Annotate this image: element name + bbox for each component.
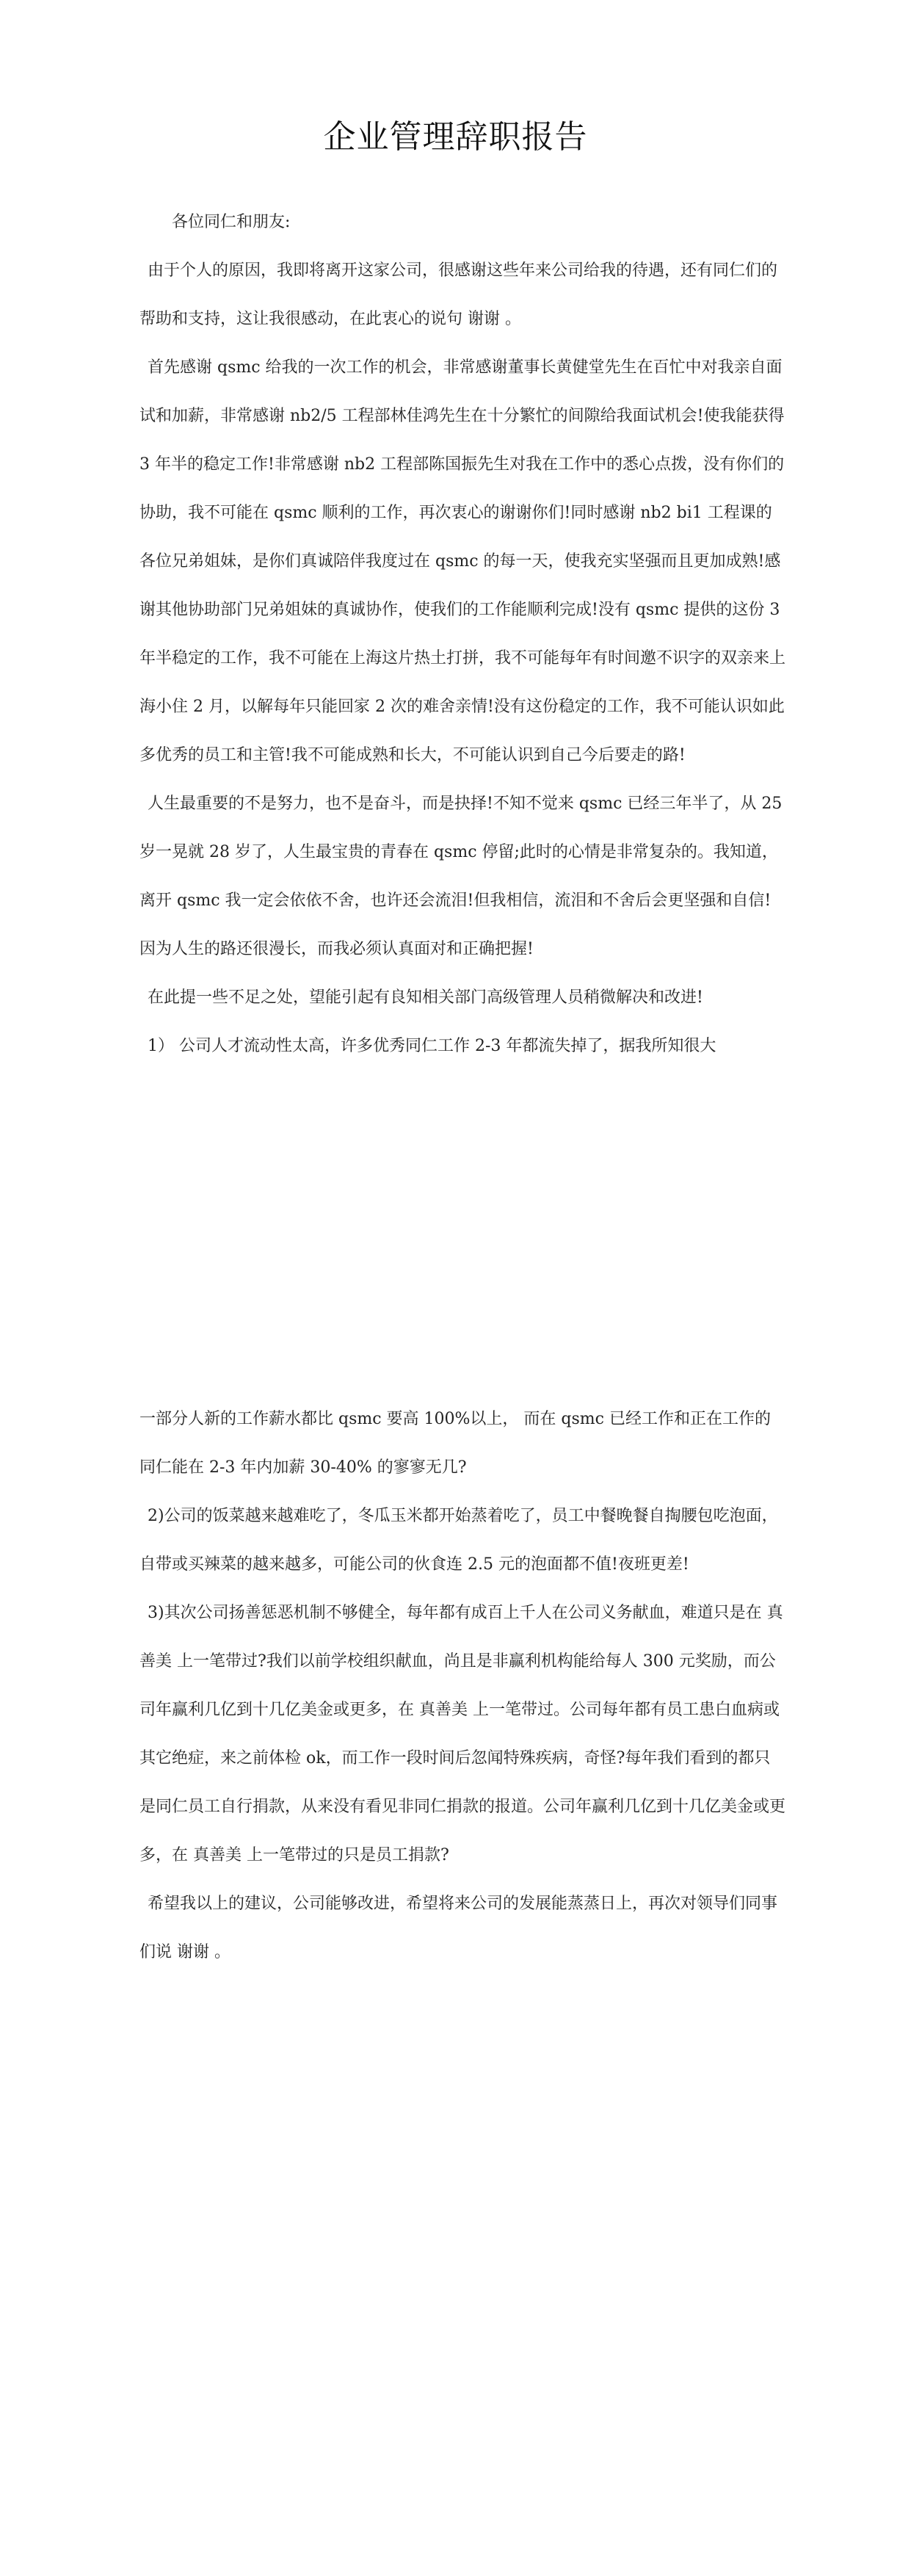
paragraph-closing: 希望我以上的建议，公司能够改进，希望将来公司的发展能蒸蒸日上，再次对领导们同事们说 谢谢 。 [139,1895,778,1961]
document-title: 企业管理辞职报告 [323,118,588,156]
paragraph-suggestion-3: 3)其次公司扬善惩恶机制不够健全，每年都有成百上千人在公司义务献血，难道只是在 真善美 上一笔带过?我们以前学校组织献血，尚且是非赢利机构能给每人 300 元奖励，而公司年赢利几亿到十几亿美金或更多，在 真善美 上一笔带过。公司每年都有员工患白血病或其它绝症，来之前体检 ok，而工作一段时间后忽闻特殊疾病，奇怪?每年我们看到的都只是同仁员工自行捐款，从来没有看见非同仁捐款的报道。公司年赢利几亿到十几亿美金或更多，在 真善美 上一笔带过的只是员工捐款? [139,1604,786,1864]
paragraph-suggestion-1-continued: 一部分人新的工作薪水都比 qsmc 要高 100%以上， 而在 qsmc 已经工作和正在工作的同仁能在 2-3 年内加薪 30-40% 的寥寥无几? [139,1410,771,1477]
paragraph-suggestion-1: 1） 公司人才流动性太高，许多优秀同仁工作 2-3 年都流失掉了，据我所知很大 [148,1037,716,1055]
body-section-2 [139,1395,785,1977]
paragraph-suggestions-intro: 在此提一些不足之处，望能引起有良知相关部门高级管理人员稍微解决和改进! [148,988,703,1007]
paragraph-suggestion-2: 2)公司的饭菜越来越难吃了，冬瓜玉米都开始蒸着吃了，员工中餐晚餐自掏腰包吃泡面，自带或买辣菜的越来越多，可能公司的伙食连 2.5 元的泡面都不值!夜班更差! [139,1507,778,1574]
body-section-1 [139,198,785,1071]
paragraph-gratitude: 首先感谢 qsmc 给我的一次工作的机会，非常感谢董事长黄健堂先生在百忙中对我亲自面试和加薪，非常感谢 nb2/5 工程部林佳鸿先生在十分繁忙的间隙给我面试机会!使我能获得 3 年半的稳定工作!非常感谢 nb2 工程部陈国振先生对我在工作中的悉心点拨，没有你们的协助，我不可能在 qsmc 顺利的工作，再次衷心的谢谢你们!同时感谢 nb2 bi1 工程课的各位兄弟姐妹，是你们真诚陪伴我度过在 qsmc 的每一天，使我充实坚强而且更加成熟!感谢其他协助部门兄弟姐妹的真诚协作，使我们的工作能顺利完成!没有 qsmc 提供的这份 3 年半稳定的工作，我不可能在上海这片热土打拼，我不可能每年有时间邀不识字的双亲来上海小住 2 月，以解每年只能回家 2 次的难舍亲情!没有这份稳定的工作，我不可能认识如此多优秀的员工和主管!我不可能成熟和长大，不可能认识到自己今后要走的路! [139,358,786,764]
paragraph-thanks: 由于个人的原因，我即将离开这家公司，很感谢这些年来公司给我的待遇，还有同仁们的帮助和支持，这让我很感动，在此衷心的说句 谢谢 。 [139,261,778,328]
paragraph-reflection: 人生最重要的不是努力，也不是奋斗，而是抉择!不知不觉来 qsmc 已经三年半了，从 25 岁一晃就 28 岁了，人生最宝贵的青春在 qsmc 停留;此时的心情是非常复杂的。我知道，离开 qsmc 我一定会依依不舍，也许还会流泪!但我相信，流泪和不舍后会更坚强和自信!因为人生的路还很漫长，而我必须认真面对和正确把握! [139,795,783,958]
greeting: 各位同仁和朋友: [172,213,291,231]
